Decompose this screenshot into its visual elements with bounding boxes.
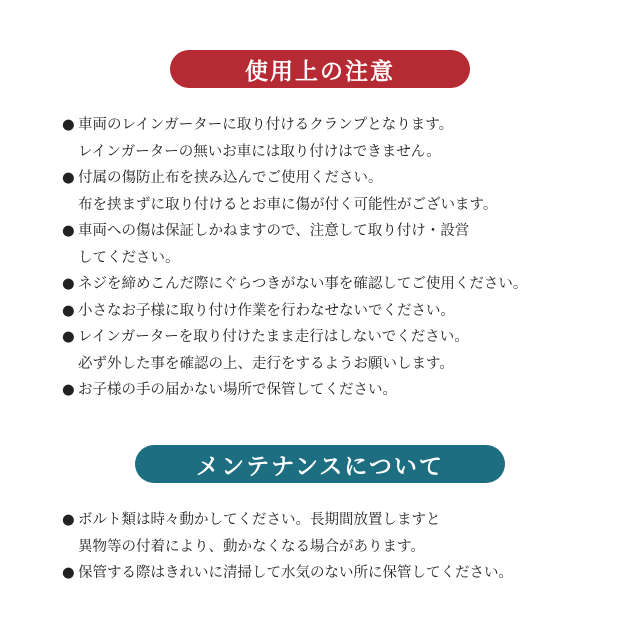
- list-item: [0, 560, 640, 587]
- list-item-first-line: [0, 560, 640, 587]
- list-item-continuation-line: [0, 245, 640, 272]
- list-item-text: レインガーターの無いお車には取り付けはできません。: [78, 143, 441, 160]
- list-item-first-line: [0, 271, 640, 298]
- list-item-first-line: [0, 324, 640, 351]
- caution-section-title: 使用上の注意: [170, 50, 470, 88]
- list-item-first-line: [0, 165, 640, 192]
- list-item-text: 車両への傷は保証しかねますので、注意して取り付け・設営: [78, 223, 470, 239]
- list-item-first-line: [0, 377, 640, 404]
- list-item: [0, 324, 640, 377]
- caution-list: [0, 112, 640, 404]
- list-item-continuation-line: [0, 534, 640, 561]
- bullet-icon: ●: [62, 117, 75, 133]
- list-item: [0, 377, 640, 404]
- list-item-text: 異物等の付着により、動かなくなる場合があります。: [78, 538, 425, 555]
- bullet-icon: ●: [62, 382, 75, 398]
- list-item-first-line: [0, 298, 640, 325]
- bullet-icon: ●: [62, 223, 75, 239]
- maintenance-list: [0, 507, 640, 587]
- list-item-text: 布を挟まずに取り付けるとお車に傷が付く可能性がございます。: [78, 196, 498, 213]
- list-item-text: ネジを締めこんだ際にぐらつきがない事を確認してご使用ください。: [78, 276, 528, 292]
- list-item: [0, 165, 640, 218]
- list-item-text: 必ず外した事を確認の上、走行をするようお願いします。: [78, 355, 454, 372]
- bullet-icon: ●: [62, 329, 75, 345]
- list-item: [0, 507, 640, 560]
- maintenance-section-title: メンテナンスについて: [135, 445, 505, 483]
- list-item: [0, 298, 640, 325]
- list-item-continuation-line: [0, 351, 640, 378]
- list-item-text: レインガーターを取り付けたまま走行はしないでください。: [78, 329, 469, 345]
- list-item: [0, 271, 640, 298]
- bullet-icon: ●: [62, 170, 75, 186]
- bullet-icon: ●: [62, 512, 75, 528]
- list-item-first-line: [0, 112, 640, 139]
- list-item-text: 小さなお子様に取り付け作業を行わなせないでください。: [78, 302, 455, 319]
- list-item: [0, 112, 640, 165]
- list-item-first-line: [0, 218, 640, 245]
- list-item-text: 車両のレインガーターに取り付けるクランプとなります。: [78, 117, 454, 133]
- bullet-icon: ●: [62, 565, 75, 581]
- bullet-icon: ●: [62, 302, 75, 319]
- list-item-text: ボルト類は時々動かしてください。長期間放置しますと: [78, 512, 441, 528]
- list-item-first-line: [0, 507, 640, 534]
- list-item-text: お子様の手の届かない場所で保管してください。: [78, 382, 397, 398]
- list-item-text: 付属の傷防止布を挟み込んでご使用ください。: [78, 170, 383, 186]
- list-item-continuation-line: [0, 192, 640, 219]
- list-item-text: 保管する際はきれいに清掃して水気のない所に保管してください。: [78, 565, 513, 581]
- list-item: [0, 218, 640, 271]
- list-item-text: してください。: [78, 249, 180, 266]
- list-item-continuation-line: [0, 139, 640, 166]
- bullet-icon: ●: [62, 276, 75, 292]
